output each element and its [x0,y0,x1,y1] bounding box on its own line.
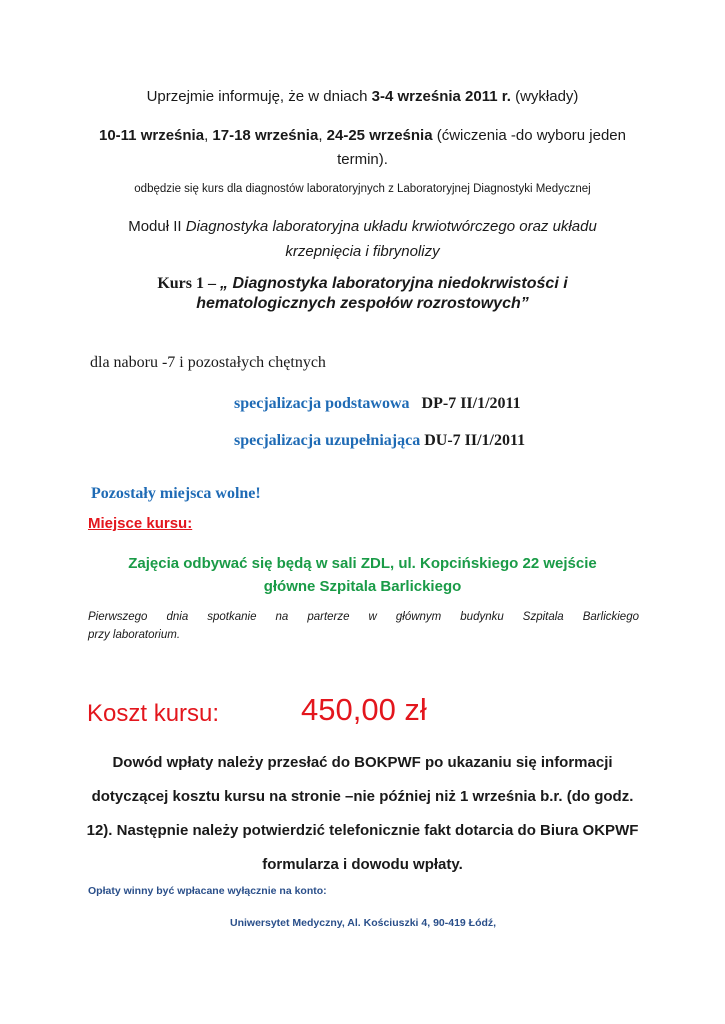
payment-line: dotyczącej kosztu kursu na stronie –nie później niż 1 września b.r. (do godz. [91,788,634,805]
intro-line-3: odbędzie się kurs dla diagnostów laboratoryjnych z Laboratoryjnej Diagnostyki Medycznej [134,183,591,195]
cost-value: 450,00 zł [301,692,427,727]
account-address: Uniwersytet Medyczny, Al. Kościuszki 4, 90-419 Łódź, [230,917,497,929]
course-title [60,274,665,314]
course-name: „ Diagnostyka laboratoryjna niedokrwistości i [220,275,568,292]
course-prefix: Kurs 1 – [157,275,220,292]
module-prefix: Moduł II [128,218,186,235]
exercise-note-cont: termin). [337,151,388,168]
lecture-note: (wykłady) [510,88,579,105]
meeting-info [88,611,639,641]
separator: , [204,127,213,144]
payment-line: Dowód wpłaty należy przesłać do BOKPWF po ukazaniu się informacji [112,754,613,771]
exercise-date-2: 17-18 września [212,127,319,144]
location-address [60,552,665,598]
module-name-cont: krzepnięcia i fibrynolizy [285,243,440,260]
payment-line: 12). Następnie należy potwierdzić telefonicznie fakt dotarcia do Biura OKPWF [86,822,639,839]
intro-text: Uprzejmie informuję, że w dniach [146,88,372,105]
separator: , [318,127,327,144]
specialization-code: DP-7 II/1/2011 [421,395,521,412]
meeting-line: Pierwszego dnia spotkanie na parterze w głównym budynku Szpitala Barlickiego [88,611,639,623]
module-title [60,214,665,264]
specialization-basic [234,395,521,413]
specialization-label: specjalizacja uzupełniająca [234,432,421,449]
meeting-line: przy laboratorium. [88,629,181,641]
lecture-dates: 3-4 września 2011 r. [371,88,511,105]
location-line: Zajęcia odbywać się będą w sali ZDL, ul. Kopcińskiego 22 wejście [128,555,597,572]
places-free-note: Pozostały miejsca wolne! [91,485,261,502]
module-name: Diagnostyka laboratoryjna układu krwiotwórczego oraz układu [185,218,597,235]
cost-label: Koszt kursu: [87,700,220,727]
location-heading: Miejsce kursu: [88,515,193,532]
exercise-date-3: 24-25 września [326,127,433,144]
specialization-supplementary [234,432,525,450]
intro-line-1 [60,88,665,105]
specialization-label: specjalizacja podstawowa [234,395,410,412]
intake-text: dla naboru -7 i pozostałych chętnych [90,354,326,371]
payment-line: formularza i dowodu wpłaty. [262,856,463,873]
payment-instructions [60,746,665,882]
account-note: Opłaty winny być wpłacane wyłącznie na konto: [88,885,327,897]
exercise-note: (ćwiczenia -do wyboru jeden [432,127,626,144]
location-line: główne Szpitala Barlickiego [263,578,462,595]
course-name-cont: hematologicznych zespołów rozrostowych” [196,295,529,312]
intro-line-2 [60,124,665,172]
specialization-code: DU-7 II/1/2011 [424,432,526,449]
exercise-date-1: 10-11 września [98,127,205,144]
